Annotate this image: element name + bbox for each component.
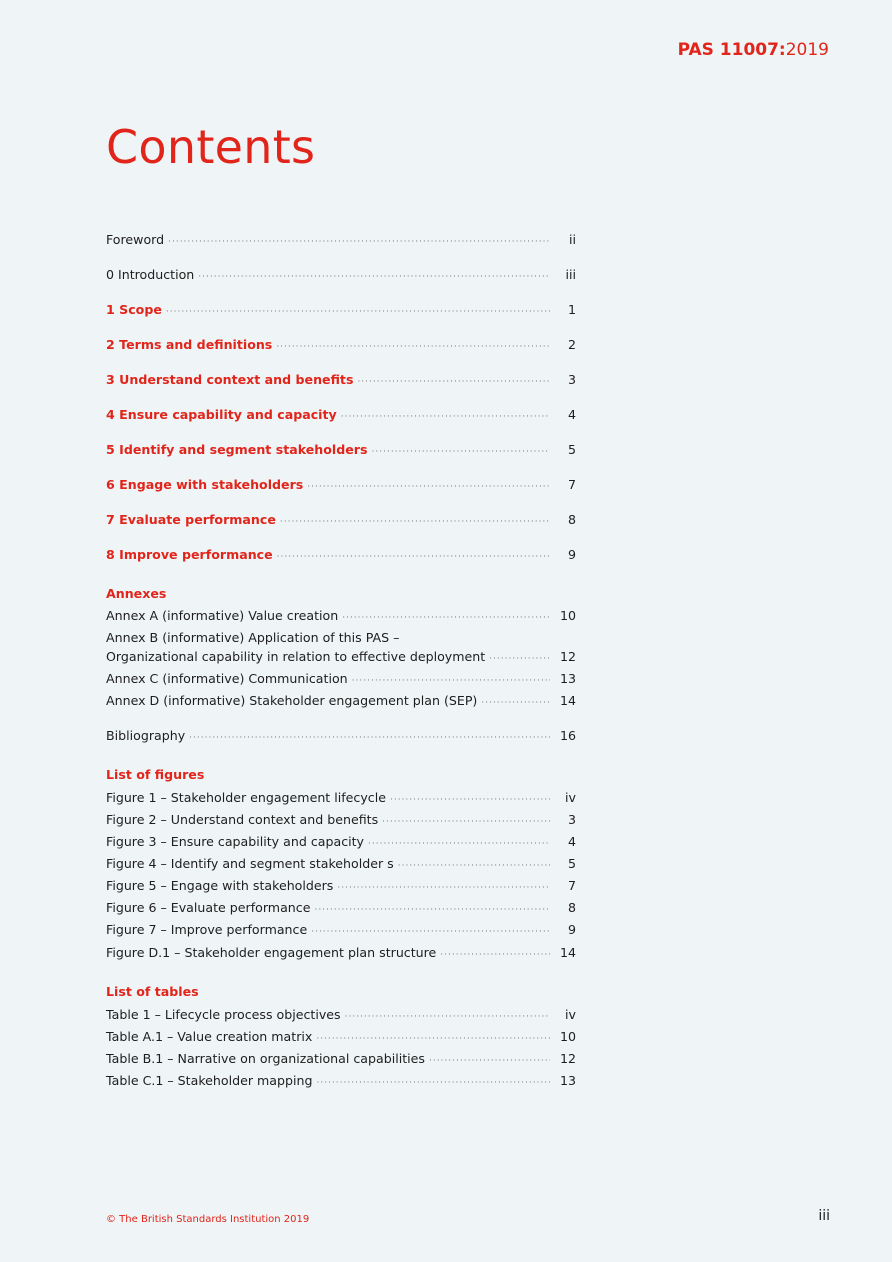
leader-dots bbox=[166, 304, 550, 320]
toc-entry-page: 10 bbox=[559, 1029, 576, 1044]
toc-entry-page: ii bbox=[569, 232, 576, 247]
toc-entry-evaluate[interactable] bbox=[106, 512, 576, 530]
toc-entry-label: Annex D (informative) Stakeholder engagement plan (SEP) bbox=[106, 693, 478, 708]
toc-entry-label: Annex C (informative) Communication bbox=[106, 671, 348, 686]
toc-entry-page: 10 bbox=[559, 608, 576, 623]
document-code-year: 2019 bbox=[785, 40, 829, 60]
leader-dots bbox=[390, 792, 550, 808]
toc-entry-label: Table C.1 – Stakeholder mapping bbox=[106, 1073, 313, 1088]
toc-entry-page: 5 bbox=[567, 442, 576, 457]
leader-dots bbox=[316, 1075, 550, 1091]
toc-entry-figure[interactable] bbox=[106, 856, 576, 874]
toc-entry-label: 8 Improve performance bbox=[106, 547, 273, 562]
toc-entry-page: 8 bbox=[567, 900, 576, 915]
toc-entry-page: 12 bbox=[559, 649, 576, 664]
toc-entry-label: Table 1 – Lifecycle process objectives bbox=[106, 1007, 341, 1022]
toc-entry-page: 1 bbox=[567, 302, 576, 317]
leader-dots bbox=[307, 479, 550, 495]
toc-entry-page: 3 bbox=[567, 372, 576, 387]
toc-entry-page: 14 bbox=[559, 945, 576, 960]
toc-entry-page: 4 bbox=[567, 407, 576, 422]
leader-dots bbox=[429, 1053, 550, 1069]
toc-entry-label: Figure 7 – Improve performance bbox=[106, 922, 308, 937]
toc-entry-label: Figure 3 – Ensure capability and capacity bbox=[106, 834, 365, 849]
toc-entry-figure[interactable] bbox=[106, 790, 576, 808]
toc-entry-annex-b-line1[interactable]: Annex B (informative) Application of this PAS – bbox=[106, 630, 400, 645]
leader-dots bbox=[280, 514, 550, 530]
toc-entry-page: 13 bbox=[559, 671, 576, 686]
toc-entry-label: 0 Introduction bbox=[106, 267, 195, 282]
leader-dots bbox=[311, 924, 550, 940]
toc-entry-page: iv bbox=[565, 790, 576, 805]
toc-entry-bibliography[interactable] bbox=[106, 728, 576, 746]
toc-entry-page: iv bbox=[565, 1007, 576, 1022]
toc-entry-annex-c[interactable] bbox=[106, 671, 576, 689]
toc-entry-label: Organizational capability in relation to effective deployment bbox=[106, 649, 486, 664]
page-number: iii bbox=[818, 1208, 830, 1224]
leader-dots bbox=[357, 374, 550, 390]
toc-entry-label: 4 Ensure capability and capacity bbox=[106, 407, 337, 422]
toc-entry-page: 7 bbox=[567, 477, 576, 492]
leader-dots bbox=[316, 1031, 550, 1047]
toc-entry-label: Annex A (informative) Value creation bbox=[106, 608, 339, 623]
leader-dots bbox=[481, 695, 550, 711]
leader-dots bbox=[277, 549, 550, 565]
leader-dots bbox=[440, 947, 550, 963]
toc-entry-label: Table A.1 – Value creation matrix bbox=[106, 1029, 313, 1044]
toc-entry-page: 13 bbox=[559, 1073, 576, 1088]
tables-heading: List of tables bbox=[106, 984, 199, 999]
toc-entry-label: 6 Engage with stakeholders bbox=[106, 477, 304, 492]
figures-heading: List of figures bbox=[106, 767, 205, 782]
document-code bbox=[678, 40, 829, 60]
toc-entry-page: iii bbox=[565, 267, 576, 282]
toc-entry-label: 2 Terms and definitions bbox=[106, 337, 273, 352]
leader-dots bbox=[489, 651, 550, 667]
toc-entry-figure[interactable] bbox=[106, 922, 576, 940]
toc-entry-foreword[interactable] bbox=[106, 232, 576, 250]
toc-entry-label: 5 Identify and segment stakeholders bbox=[106, 442, 368, 457]
page-title: Contents bbox=[106, 120, 316, 174]
toc-entry-page: 14 bbox=[559, 693, 576, 708]
toc-entry-introduction[interactable] bbox=[106, 267, 576, 285]
toc-entry-figure[interactable] bbox=[106, 834, 576, 852]
leader-dots bbox=[342, 610, 550, 626]
toc-entry-label: Figure 4 – Identify and segment stakeholder s bbox=[106, 856, 394, 871]
toc-entry-table[interactable] bbox=[106, 1051, 576, 1069]
toc-entry-annex-b[interactable] bbox=[106, 649, 576, 667]
toc-entry-label: Table B.1 – Narrative on organizational capabilities bbox=[106, 1051, 425, 1066]
toc-entry-page: 4 bbox=[567, 834, 576, 849]
copyright-notice: © The British Standards Institution 2019 bbox=[106, 1214, 310, 1225]
leader-dots bbox=[372, 444, 550, 460]
leader-dots bbox=[198, 269, 550, 285]
toc-entry-table[interactable] bbox=[106, 1007, 576, 1025]
toc-entry-label: Figure D.1 – Stakeholder engagement plan structure bbox=[106, 945, 437, 960]
toc-entry-label: Foreword bbox=[106, 232, 165, 247]
toc-entry-context[interactable] bbox=[106, 372, 576, 390]
toc-entry-page: 16 bbox=[559, 728, 576, 743]
toc-entry-page: 8 bbox=[567, 512, 576, 527]
annexes-heading: Annexes bbox=[106, 586, 167, 601]
toc-entry-figure[interactable] bbox=[106, 878, 576, 896]
toc-entry-label: Bibliography bbox=[106, 728, 186, 743]
toc-entry-label: Figure 1 – Stakeholder engagement lifecycle bbox=[106, 790, 386, 805]
leader-dots bbox=[337, 880, 550, 896]
toc-entry-label: Figure 5 – Engage with stakeholders bbox=[106, 878, 334, 893]
leader-dots bbox=[352, 673, 550, 689]
leader-dots bbox=[189, 730, 550, 746]
toc-entry-page: 5 bbox=[567, 856, 576, 871]
leader-dots bbox=[398, 858, 550, 874]
leader-dots bbox=[341, 409, 550, 425]
toc-entry-capability[interactable] bbox=[106, 407, 576, 425]
toc-entry-engage[interactable] bbox=[106, 477, 576, 495]
toc-entry-label: 7 Evaluate performance bbox=[106, 512, 276, 527]
toc-entry-annex-a[interactable] bbox=[106, 608, 576, 626]
leader-dots bbox=[345, 1009, 550, 1025]
toc-entry-figure[interactable] bbox=[106, 900, 576, 918]
leader-dots bbox=[368, 836, 550, 852]
toc-entry-label: 1 Scope bbox=[106, 302, 162, 317]
toc-entry-label: Figure 6 – Evaluate performance bbox=[106, 900, 311, 915]
leader-dots bbox=[382, 814, 550, 830]
toc-entry-table[interactable] bbox=[106, 1029, 576, 1047]
toc-entry-page: 9 bbox=[567, 547, 576, 562]
toc-entry-label: Figure 2 – Understand context and benefits bbox=[106, 812, 379, 827]
toc-entry-terms[interactable] bbox=[106, 337, 576, 355]
toc-entry-page: 7 bbox=[567, 878, 576, 893]
leader-dots bbox=[314, 902, 550, 918]
toc-entry-annex-d[interactable] bbox=[106, 693, 576, 711]
leader-dots bbox=[168, 234, 550, 250]
toc-entry-page: 9 bbox=[567, 922, 576, 937]
toc-entry-scope[interactable] bbox=[106, 302, 576, 320]
toc-entry-figure[interactable] bbox=[106, 945, 576, 963]
toc-entry-table[interactable] bbox=[106, 1073, 576, 1091]
toc-entry-page: 3 bbox=[567, 812, 576, 827]
leader-dots bbox=[276, 339, 550, 355]
toc-entry-page: 12 bbox=[559, 1051, 576, 1066]
toc-entry-figure[interactable] bbox=[106, 812, 576, 830]
document-code-number: PAS 11007: bbox=[677, 40, 786, 60]
toc-entry-label: 3 Understand context and benefits bbox=[106, 372, 354, 387]
toc-entry-improve[interactable] bbox=[106, 547, 576, 565]
toc-entry-identify[interactable] bbox=[106, 442, 576, 460]
toc-entry-page: 2 bbox=[567, 337, 576, 352]
